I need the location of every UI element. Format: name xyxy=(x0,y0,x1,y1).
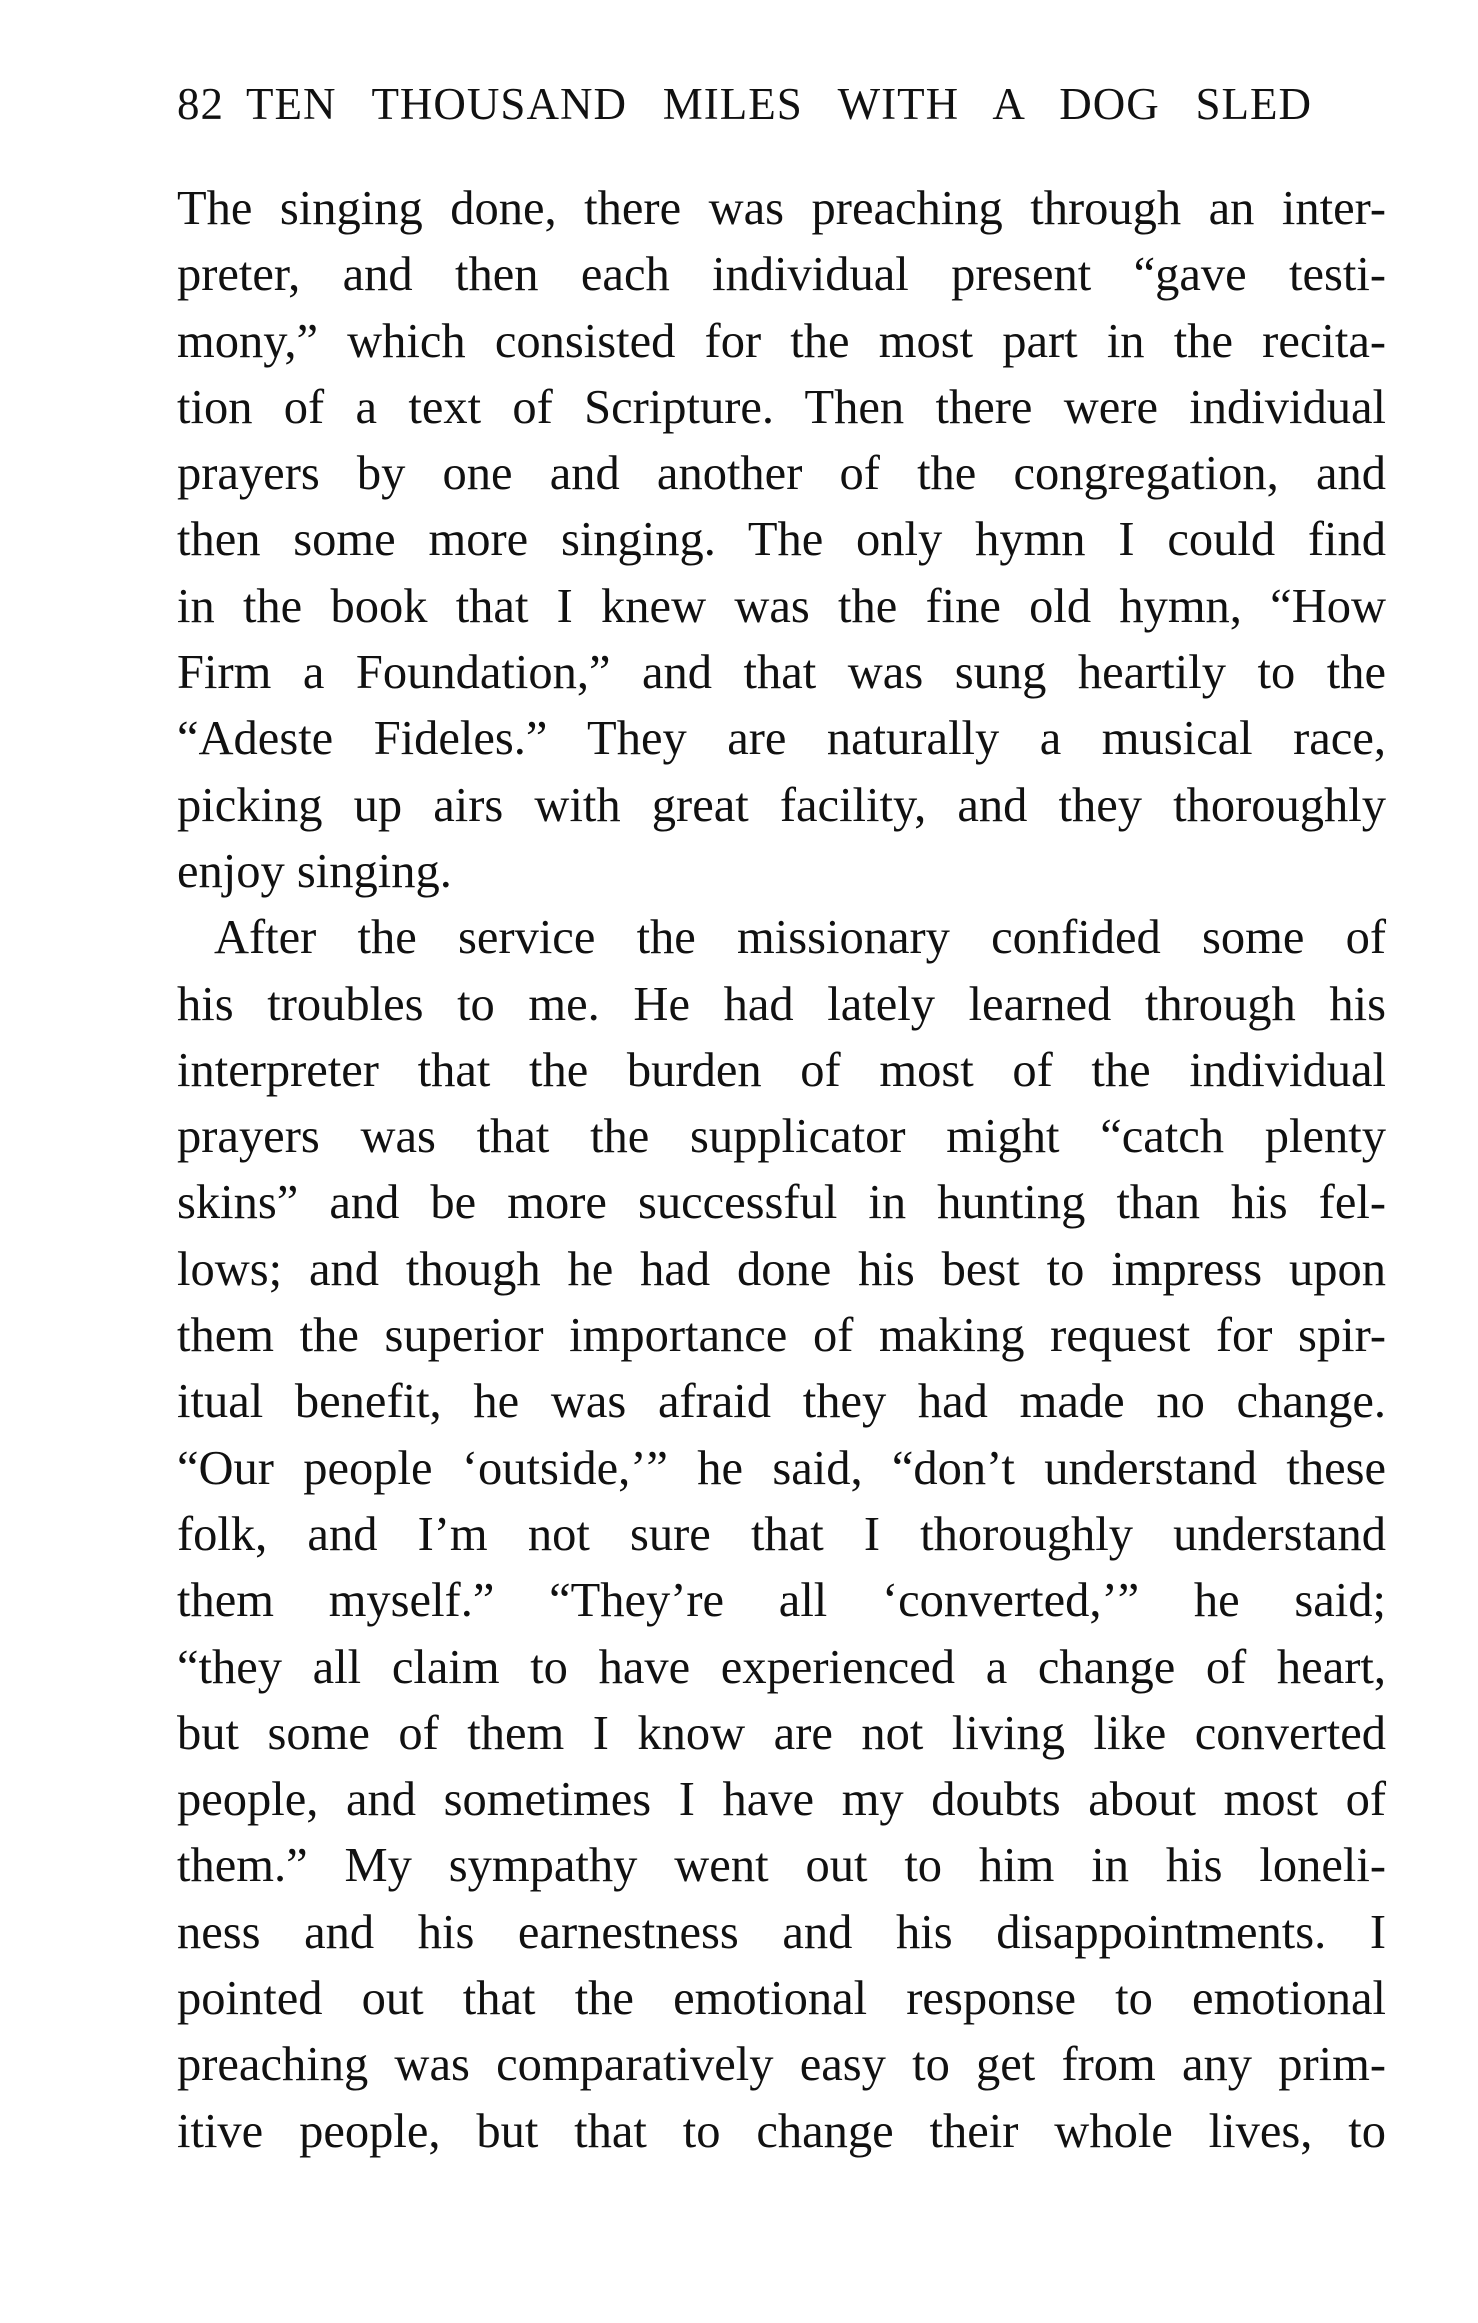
text-line: folk, and I’m not sure that I thoroughly understand xyxy=(177,1507,1386,1561)
text-line: people, and sometimes I have my doubts about most of xyxy=(177,1773,1386,1827)
text-line: “they all claim to have experienced a change of heart, xyxy=(177,1640,1386,1694)
text-line: mony,” which consisted for the most part in the recita- xyxy=(177,314,1386,368)
text-line: in the book that I knew was the fine old hymn, “How xyxy=(177,579,1386,633)
page-number: 82 xyxy=(177,79,224,129)
text-line: “Our people ‘outside,’” he said, “don’t understand these xyxy=(177,1441,1386,1495)
text-line: preter, and then each individual present “gave testi- xyxy=(177,248,1386,302)
text-line: picking up airs with great facility, and they thoroughly xyxy=(177,778,1386,832)
text-line: lows; and though he had done his best to impress upon xyxy=(177,1242,1386,1296)
running-header xyxy=(177,78,1312,130)
text-line: preaching was comparatively easy to get from any prim- xyxy=(177,2038,1386,2092)
text-line: prayers was that the supplicator might “catch plenty xyxy=(177,1110,1386,1164)
text-line: them the superior importance of making request for spir- xyxy=(177,1309,1386,1363)
text-line: skins” and be more successful in hunting than his fel- xyxy=(177,1176,1386,1230)
page-body-text xyxy=(177,176,1386,2165)
text-line: After the service the missionary confided some of xyxy=(214,911,1386,965)
text-line: them.” My sympathy went out to him in his loneli- xyxy=(177,1839,1386,1893)
text-line: The singing done, there was preaching through an inter- xyxy=(177,182,1386,235)
text-line: itual benefit, he was afraid they had made no change. xyxy=(177,1375,1386,1429)
text-line: itive people, but that to change their whole lives, to xyxy=(177,2104,1386,2158)
text-line: Firm a Foundation,” and that was sung heartily to the xyxy=(177,646,1386,700)
text-line: his troubles to me. He had lately learned through his xyxy=(177,977,1386,1031)
text-line: ness and his earnestness and his disappointments. I xyxy=(177,1905,1386,1959)
running-title: TEN THOUSAND MILES WITH A DOG SLED xyxy=(246,79,1312,129)
text-line: tion of a text of Scripture. Then there were individual xyxy=(177,380,1386,434)
text-line: pointed out that the emotional response to emotional xyxy=(177,1972,1386,2026)
text-line: them myself.” “They’re all ‘converted,’” he said; xyxy=(177,1574,1386,1628)
text-line: then some more singing. The only hymn I could find xyxy=(177,513,1386,567)
text-line: enjoy singing. xyxy=(177,844,452,898)
text-line: “Adeste Fideles.” They are naturally a musical race, xyxy=(177,712,1386,766)
text-line: prayers by one and another of the congregation, and xyxy=(177,447,1386,501)
text-line: but some of them I know are not living like converted xyxy=(177,1706,1386,1760)
text-line: interpreter that the burden of most of the individual xyxy=(177,1043,1386,1097)
